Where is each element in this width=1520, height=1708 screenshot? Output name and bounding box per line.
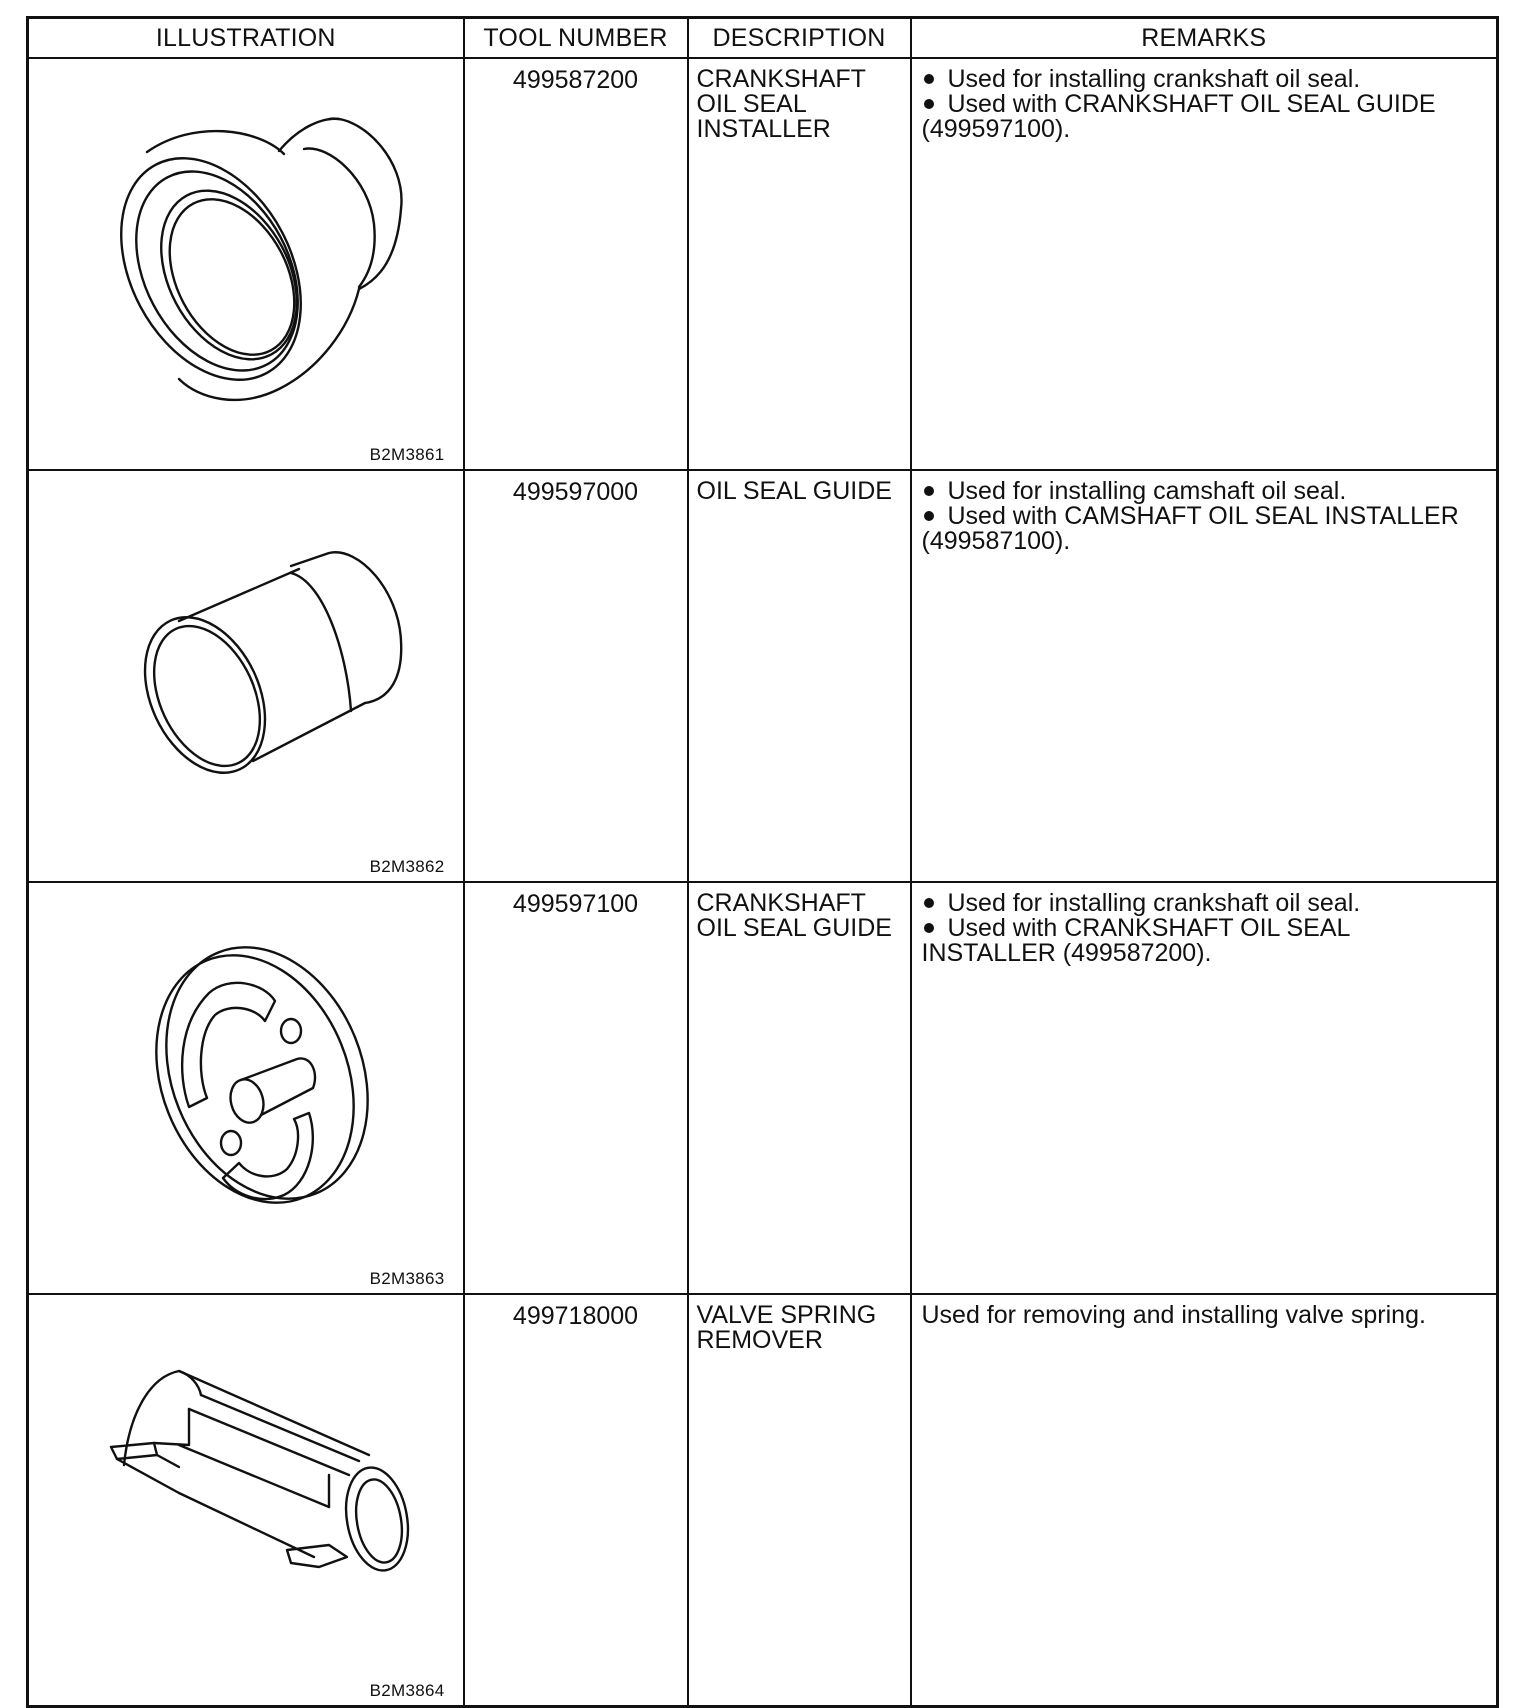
tool-number: 499587200 (464, 58, 688, 470)
bullet-icon (924, 486, 934, 496)
description-line: REMOVER (696, 1326, 823, 1354)
valve-spring-remover-icon (29, 1295, 461, 1697)
description-line: OIL SEAL GUIDE (696, 914, 892, 942)
illustration-cell (28, 882, 464, 1294)
table-row (28, 58, 1498, 470)
illustration-cell (28, 470, 464, 882)
tool-number: 499597100 (464, 882, 688, 1294)
table-row (28, 1294, 1498, 1707)
remark-text: Used for installing camshaft oil seal. (947, 477, 1347, 505)
remark-text: Used with CRANKSHAFT OIL SEAL INSTALLER (499587200). (921, 914, 1350, 967)
header-tool-number: TOOL NUMBER (464, 18, 688, 59)
description-line: OIL SEAL GUIDE (696, 477, 892, 505)
description-line: VALVE SPRING (696, 1301, 877, 1329)
description-line: CRANKSHAFT (696, 889, 866, 917)
crankshaft-oil-seal-guide-icon (29, 883, 461, 1285)
remark-item (922, 916, 1487, 966)
bullet-icon (924, 923, 934, 933)
tool-description (688, 1294, 911, 1707)
figure-code: B2M3862 (369, 857, 445, 876)
remark-text: Used for installing crankshaft oil seal. (947, 889, 1361, 917)
header-description: DESCRIPTION (688, 18, 911, 59)
special-tools-table (26, 16, 1499, 1708)
tool-remarks (911, 58, 1498, 470)
tool-description (688, 882, 911, 1294)
tool-number: 499718000 (464, 1294, 688, 1707)
crankshaft-oil-seal-installer-icon (29, 59, 461, 461)
remark-item (922, 891, 1487, 916)
description-line: CRANKSHAFT (696, 65, 866, 93)
remark-text: Used for installing crankshaft oil seal. (947, 65, 1361, 93)
table-row (28, 882, 1498, 1294)
tool-remarks (911, 470, 1498, 882)
tool-remarks (911, 882, 1498, 1294)
tool-number: 499597000 (464, 470, 688, 882)
remark-item (922, 67, 1487, 92)
header-remarks: REMARKS (911, 18, 1498, 59)
illustration-cell (28, 58, 464, 470)
bullet-icon (924, 511, 934, 521)
oil-seal-guide-icon (29, 471, 461, 873)
table-header-row (28, 18, 1498, 59)
bullet-icon (924, 74, 934, 84)
tool-description (688, 470, 911, 882)
figure-code: B2M3864 (369, 1681, 445, 1700)
bullet-icon (924, 898, 934, 908)
remark-text: Used with CRANKSHAFT OIL SEAL GUIDE (499597100). (921, 90, 1436, 143)
remark-item (922, 479, 1487, 504)
illustration-cell (28, 1294, 464, 1707)
remark-text: Used with CAMSHAFT OIL SEAL INSTALLER (499587100). (921, 502, 1459, 555)
special-tools-page (26, 16, 1496, 1700)
header-illustration: ILLUSTRATION (28, 18, 464, 59)
tool-description (688, 58, 911, 470)
tool-remarks (911, 1294, 1498, 1707)
remark-item (922, 92, 1487, 142)
description-line: INSTALLER (696, 115, 831, 143)
figure-code: B2M3861 (369, 445, 445, 464)
table-row (28, 470, 1498, 882)
description-line: OIL SEAL (696, 90, 807, 118)
remark-text: Used for removing and installing valve spring. (921, 1301, 1426, 1329)
remark-item (922, 504, 1487, 554)
figure-code: B2M3863 (369, 1269, 445, 1288)
bullet-icon (924, 99, 934, 109)
